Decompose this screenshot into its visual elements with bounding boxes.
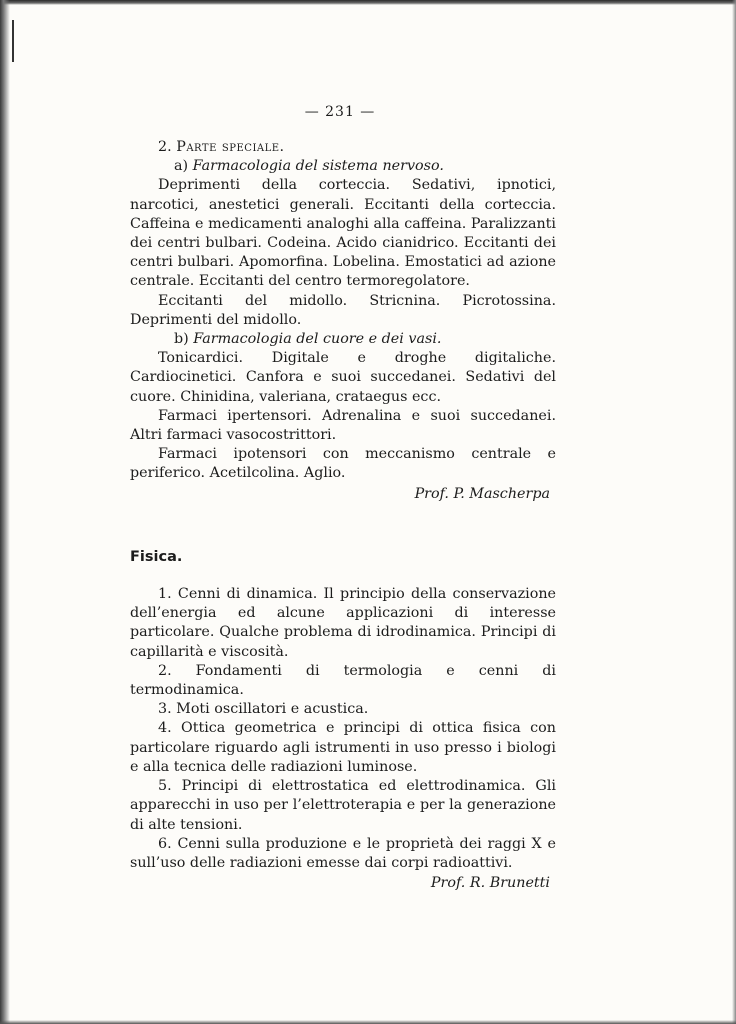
subsection-b-label: b) bbox=[174, 331, 189, 348]
list-item: 3. Moti oscillatori e acustica. bbox=[158, 701, 369, 718]
list-item: 2. Fondamenti di termologia e cenni di termodinamica. bbox=[130, 662, 556, 699]
scan-left-edge bbox=[0, 0, 10, 1024]
scan-bottom-edge bbox=[0, 1020, 736, 1024]
scan-top-edge bbox=[0, 0, 736, 5]
paragraph: Deprimenti della corteccia. Sedativi, ipnotici, narcotici, anestetici generali. Eccitanti della corteccia. Caffeina e medicamenti analoghi alla caffeina. Paralizzanti dei centri bulbari. Codeina. Acido cianidrico. Eccitanti dei centri bulbari. Apomorfina. Lobelina. Emostatici ad azione centrale. Eccitanti del centro termoregolatore. bbox=[130, 177, 556, 290]
page-body bbox=[130, 138, 556, 893]
paragraph: Farmaci ipotensori con meccanismo centrale e periferico. Acetilcolina. Aglio. bbox=[130, 446, 556, 482]
page-number: — 231 — bbox=[304, 104, 376, 120]
fisica-heading: Fisica. bbox=[130, 548, 183, 565]
paragraph: Tonicardici. Digitale e droghe digitaliche. Cardiocinetici. Canfora e suoi succedanei. Sedativi del cuore. Chinidina, valeriana, crataegus ecc. bbox=[130, 350, 556, 405]
subsection-a-label: a) bbox=[174, 158, 189, 175]
subsection-b-title: Farmacologia del cuore e dei vasi. bbox=[193, 331, 442, 348]
section-heading bbox=[130, 138, 556, 157]
scan-left-mark bbox=[12, 20, 14, 62]
subsection-a-heading bbox=[130, 157, 556, 176]
subsection-b-heading bbox=[130, 330, 556, 349]
section-title: Parte speciale. bbox=[176, 139, 285, 155]
list-item: 4. Ottica geometrica e principi di ottica fisica con particolare riguardo agli istrumenti in uso presso i biologi e alla tecnica delle radiazioni luminose. bbox=[130, 720, 556, 775]
subsection-a-title: Farmacologia del sistema nervoso. bbox=[192, 158, 444, 175]
paragraph: Eccitanti del midollo. Stricnina. Picrotossina. Deprimenti del midollo. bbox=[130, 292, 556, 328]
scan-right-edge bbox=[732, 0, 736, 1024]
signature-brunetti: Prof. R. Brunetti bbox=[430, 875, 550, 892]
list-item: 5. Principi di elettrostatica ed elettrodinamica. Gli apparecchi in uso per l’elettroterapia e per la generazione di alte tensioni. bbox=[130, 778, 556, 833]
section-number: 2. bbox=[158, 139, 172, 155]
paragraph: Farmaci ipertensori. Adrenalina e suoi succedanei. Altri farmaci vasocostrittori. bbox=[130, 407, 556, 444]
signature-mascherpa: Prof. P. Mascherpa bbox=[414, 485, 550, 502]
list-item: 1. Cenni di dinamica. Il principio della conservazione dell’energia ed alcune applicazioni di interesse particolare. Qualche problema di idrodinamica. Principi di capillarità e viscosità. bbox=[130, 586, 556, 660]
list-item: 6. Cenni sulla produzione e le proprietà dei raggi X e sull’uso delle radiazioni emesse dai corpi radioattivi. bbox=[130, 835, 556, 871]
